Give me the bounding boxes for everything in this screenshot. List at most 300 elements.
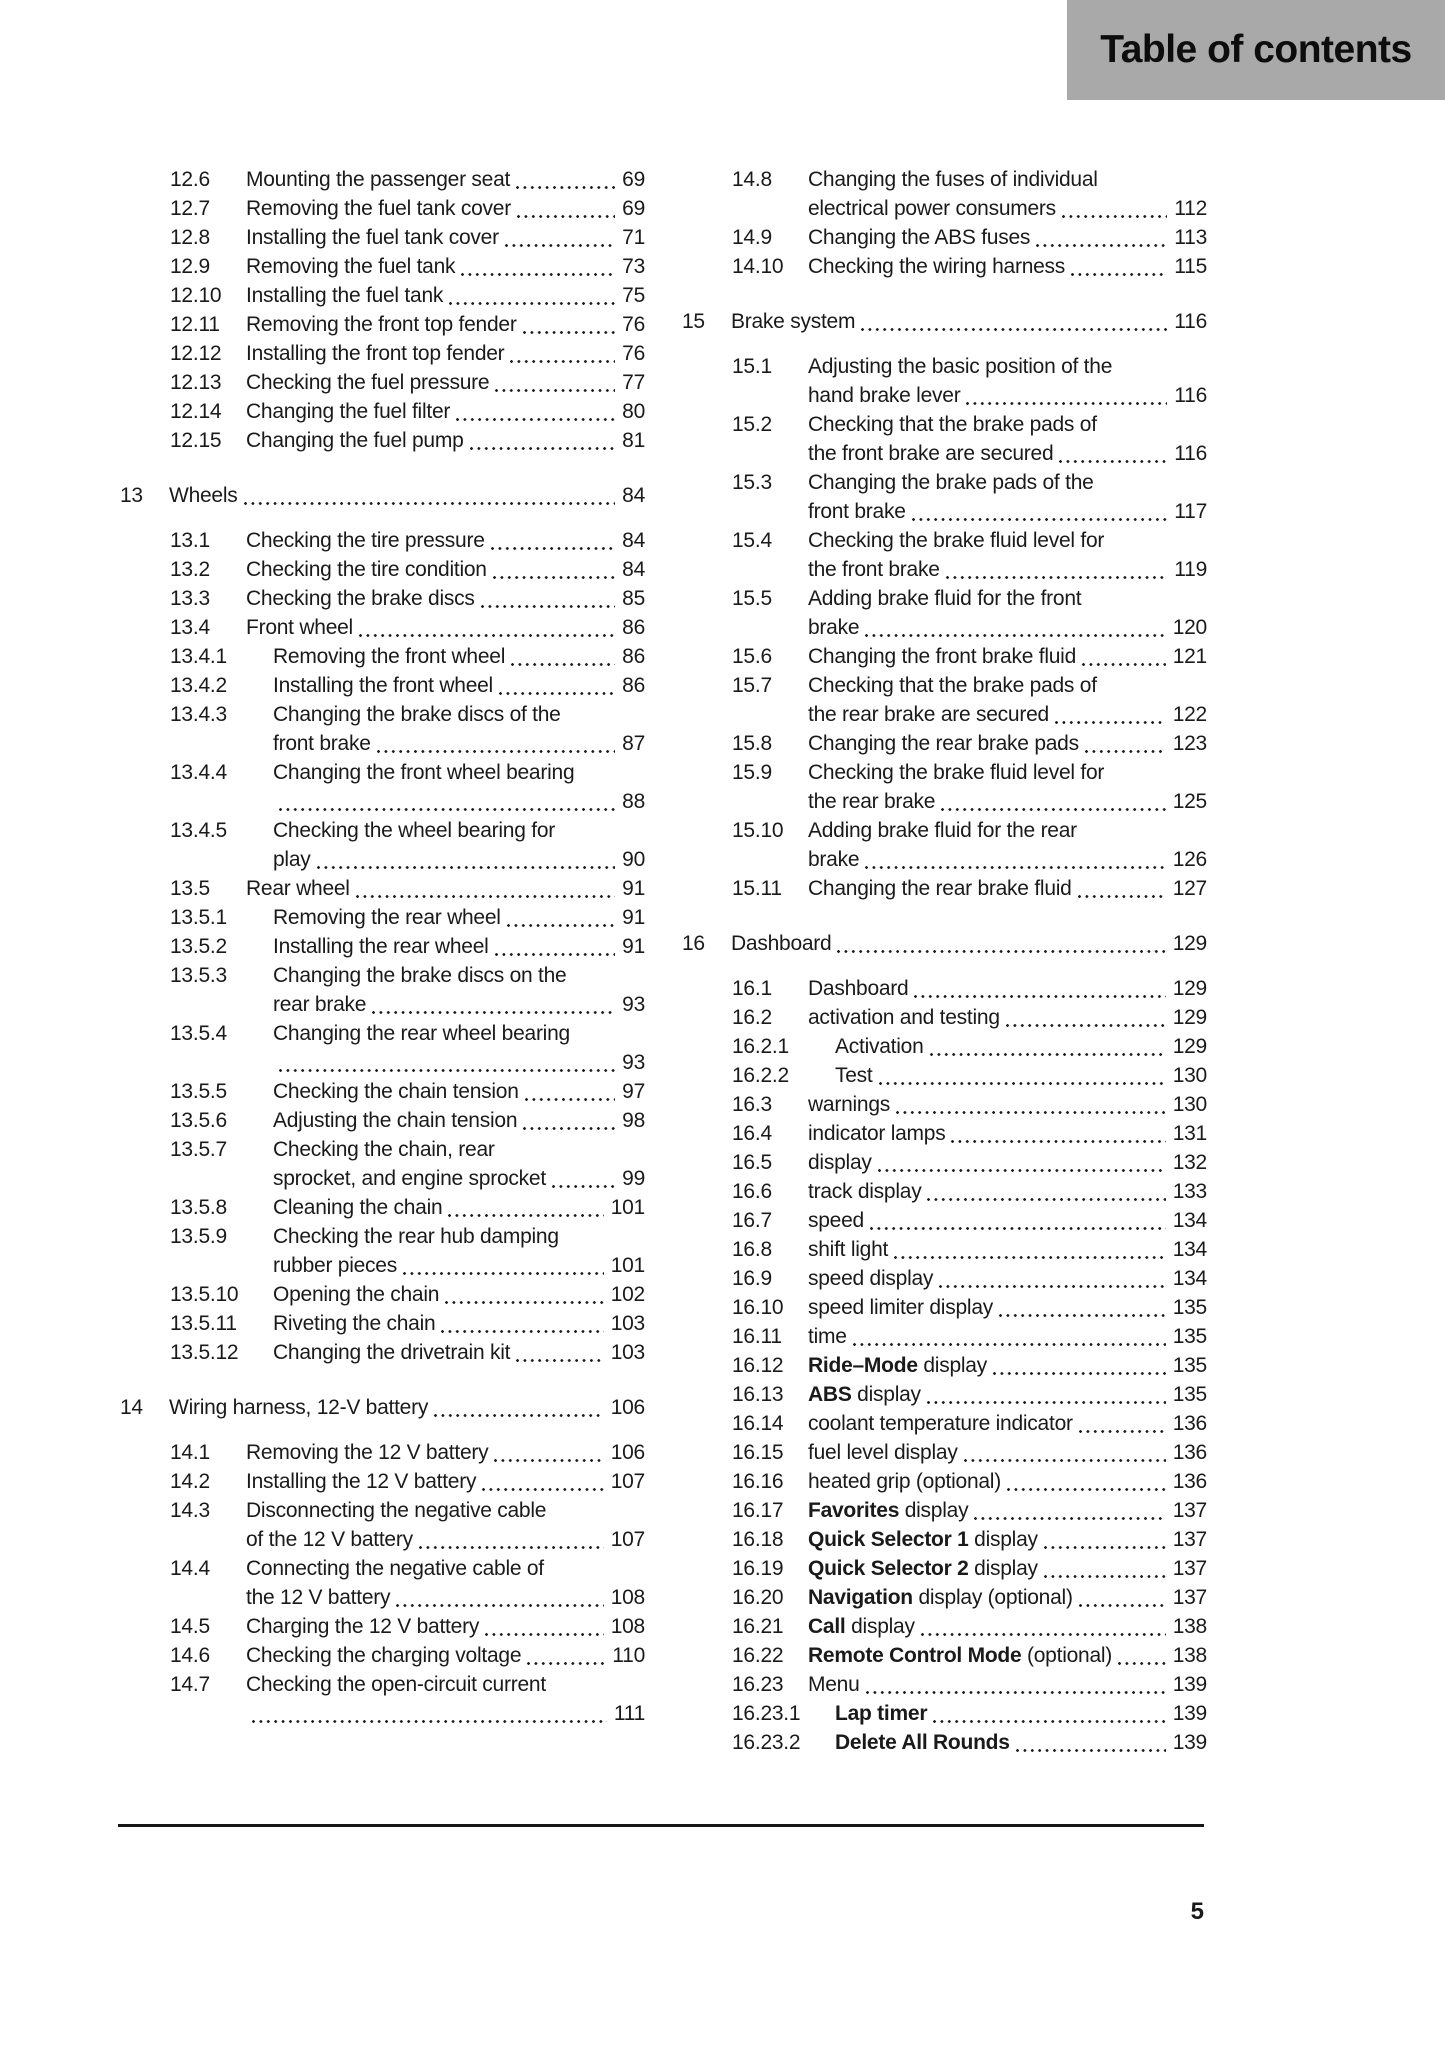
title-segment-bold: Call — [808, 1615, 846, 1638]
page-number: 129 — [1172, 1006, 1207, 1029]
section-title — [808, 1090, 890, 1119]
section-title — [808, 1496, 968, 1525]
dot-leader — [927, 1177, 1165, 1206]
section-number: 16.10 — [732, 1296, 784, 1319]
toc-line — [120, 555, 645, 584]
toc-entry — [120, 1106, 645, 1135]
section-number: 13.5.9 — [170, 1225, 227, 1248]
dot-leader — [1055, 700, 1166, 729]
title-segment: the front brake are secured — [808, 442, 1054, 465]
dot-leader — [951, 1119, 1165, 1148]
title-segment: Removing the front top fender — [246, 313, 517, 336]
toc-line — [682, 381, 1207, 410]
section-title — [246, 397, 450, 426]
page-number: 106 — [610, 1396, 645, 1419]
section-number: 15.11 — [732, 877, 782, 900]
toc-chapter-entry — [120, 1393, 645, 1422]
toc-entry — [120, 1222, 645, 1280]
page-title: Table of contents — [1100, 28, 1412, 71]
section-number — [170, 1164, 273, 1193]
page-number: 115 — [1174, 255, 1207, 278]
toc-line — [120, 1641, 645, 1670]
title-segment: the rear brake are secured — [808, 703, 1049, 726]
toc-line — [120, 1048, 645, 1077]
section-number: 15.3 — [732, 471, 772, 494]
title-segment: display — [899, 1499, 969, 1522]
section-number: 12.9 — [170, 255, 210, 278]
toc-line — [120, 1467, 645, 1496]
toc-line — [682, 758, 1207, 787]
dot-leader — [914, 974, 1165, 1003]
section-title — [246, 555, 487, 584]
dot-leader — [866, 1670, 1166, 1699]
page-number: 121 — [1172, 645, 1207, 668]
section-number: 16.17 — [732, 1499, 784, 1522]
title-segment: Adding brake fluid for the rear — [808, 819, 1077, 842]
toc-entry — [682, 1322, 1207, 1351]
title-segment: hand brake lever — [808, 384, 961, 407]
dot-leader — [456, 397, 615, 426]
toc-entry — [120, 816, 645, 874]
section-title — [835, 1061, 873, 1090]
toc-line — [682, 1003, 1207, 1032]
title-segment: Menu — [808, 1673, 860, 1696]
dot-leader — [470, 426, 616, 455]
title-segment: Changing the brake discs on the — [273, 964, 567, 987]
toc-line — [120, 845, 645, 874]
toc-entry — [682, 1119, 1207, 1148]
toc-line — [120, 339, 645, 368]
page-number: 81 — [622, 429, 645, 452]
title-segment: display (optional) — [912, 1586, 1073, 1609]
section-number: 13.5.3 — [170, 964, 227, 987]
toc-entry — [682, 468, 1207, 526]
title-segment: Activation — [835, 1035, 924, 1058]
toc-entry — [120, 1135, 645, 1193]
toc-entry — [120, 1612, 645, 1641]
section-number — [170, 1583, 246, 1612]
title-segment: display — [968, 1528, 1038, 1551]
toc-line — [682, 874, 1207, 903]
section-number: 13.5.12 — [170, 1341, 239, 1364]
section-number: 12.7 — [170, 197, 210, 220]
toc-line — [120, 584, 645, 613]
toc-entry — [120, 397, 645, 426]
title-segment: Front wheel — [246, 616, 353, 639]
toc-line — [120, 1077, 645, 1106]
section-number: 13.5 — [170, 877, 210, 900]
toc-line — [682, 1177, 1207, 1206]
toc-entry — [120, 526, 645, 555]
section-title — [731, 307, 855, 336]
toc-line — [120, 426, 645, 455]
toc-line — [682, 1148, 1207, 1177]
toc-line — [120, 252, 645, 281]
toc-line — [120, 874, 645, 903]
toc-line — [120, 1309, 645, 1338]
title-segment: Checking the wiring harness — [808, 255, 1066, 278]
section-title — [808, 758, 1104, 787]
dot-leader — [516, 1338, 603, 1367]
section-title — [808, 1003, 1000, 1032]
toc-entry — [682, 1003, 1207, 1032]
section-number: 16.2 — [732, 1006, 772, 1029]
title-segment: brake — [808, 616, 860, 639]
page-number: 137 — [1172, 1499, 1207, 1522]
toc-line — [120, 990, 645, 1019]
section-number — [732, 845, 808, 874]
section-title — [808, 671, 1097, 700]
page-number: 86 — [622, 616, 645, 639]
section-title — [246, 874, 350, 903]
toc-entry — [120, 555, 645, 584]
dot-leader — [372, 990, 615, 1019]
title-segment: Changing the front wheel bearing — [273, 761, 575, 784]
toc-line — [682, 845, 1207, 874]
dot-leader — [974, 1496, 1165, 1525]
section-number: 14.10 — [732, 255, 784, 278]
title-segment: Cleaning the chain — [273, 1196, 443, 1219]
title-segment: speed display — [808, 1267, 934, 1290]
dot-leader — [419, 1525, 604, 1554]
title-segment: Removing the fuel tank cover — [246, 197, 511, 220]
toc-entry — [682, 1380, 1207, 1409]
page-number: 85 — [622, 587, 645, 610]
toc-line — [120, 194, 645, 223]
section-number: 16.9 — [732, 1267, 772, 1290]
toc-line — [682, 1264, 1207, 1293]
page-number: 71 — [622, 226, 645, 249]
toc-line — [120, 729, 645, 758]
section-number: 14.8 — [732, 168, 772, 191]
toc-line — [682, 1554, 1207, 1583]
section-title — [808, 194, 1056, 223]
section-number: 16.18 — [732, 1528, 784, 1551]
section-title — [808, 1206, 864, 1235]
toc-entry — [682, 1409, 1207, 1438]
section-number — [732, 700, 808, 729]
page-number: 84 — [622, 484, 645, 507]
title-segment: Checking the brake fluid level for — [808, 529, 1105, 552]
dot-leader — [1006, 1003, 1166, 1032]
title-segment: indicator lamps — [808, 1122, 946, 1145]
toc-line — [682, 1496, 1207, 1525]
toc-entry — [120, 1309, 645, 1338]
title-segment: Checking the wheel bearing for — [273, 819, 556, 842]
dot-leader — [317, 845, 616, 874]
section-number: 16.19 — [732, 1557, 784, 1580]
title-segment: Changing the fuses of individual — [808, 168, 1098, 191]
section-number: 13 — [120, 484, 143, 507]
section-number — [732, 194, 808, 223]
toc-entry — [120, 932, 645, 961]
dot-leader — [912, 497, 1168, 526]
title-segment: Riveting the chain — [273, 1312, 436, 1335]
title-segment: Changing the ABS fuses — [808, 226, 1031, 249]
toc-entry — [682, 1032, 1207, 1061]
title-segment: Changing the brake discs of the — [273, 703, 561, 726]
title-segment-bold: Favorites — [808, 1499, 900, 1522]
toc-line — [682, 1206, 1207, 1235]
dot-leader — [921, 1612, 1166, 1641]
dot-leader — [244, 481, 616, 510]
title-segment: Changing the drivetrain kit — [273, 1341, 511, 1364]
dot-leader — [1059, 439, 1167, 468]
dot-leader — [482, 1467, 603, 1496]
toc-entry — [682, 758, 1207, 816]
page-number: 137 — [1172, 1586, 1207, 1609]
toc-line — [682, 1032, 1207, 1061]
toc-entry — [682, 1670, 1207, 1699]
toc-entry — [682, 1728, 1207, 1757]
toc-line — [682, 223, 1207, 252]
dot-leader — [279, 787, 615, 816]
section-title — [246, 194, 511, 223]
toc-line — [120, 932, 645, 961]
title-segment: Changing the rear brake pads — [808, 732, 1079, 755]
dot-leader — [894, 1235, 1166, 1264]
title-segment: display — [808, 1151, 872, 1174]
toc-line — [682, 1467, 1207, 1496]
page-number: 131 — [1172, 1122, 1207, 1145]
toc-entry — [120, 1019, 645, 1077]
toc-entry — [120, 903, 645, 932]
toc-line — [682, 165, 1207, 194]
dot-leader — [481, 584, 616, 613]
toc-chapter-entry — [120, 481, 645, 510]
title-segment: Rear wheel — [246, 877, 350, 900]
title-segment: Checking the open-circuit current — [246, 1673, 546, 1696]
section-number: 16.23.2 — [732, 1731, 801, 1754]
section-title — [808, 381, 960, 410]
section-title — [273, 1077, 519, 1106]
toc-entry — [682, 816, 1207, 874]
toc-line — [682, 671, 1207, 700]
dot-leader — [279, 1048, 615, 1077]
toc-line — [682, 1235, 1207, 1264]
dot-leader — [493, 555, 615, 584]
page-number: 135 — [1172, 1383, 1207, 1406]
toc-entry — [120, 310, 645, 339]
section-title — [246, 613, 353, 642]
title-segment: track display — [808, 1180, 922, 1203]
title-segment: Installing the fuel tank cover — [246, 226, 499, 249]
toc-entry — [682, 1235, 1207, 1264]
section-title — [273, 990, 366, 1019]
page-number: 137 — [1172, 1528, 1207, 1551]
toc-entry — [682, 1467, 1207, 1496]
toc-line — [120, 281, 645, 310]
dot-leader — [377, 729, 616, 758]
section-number: 13.4.4 — [170, 761, 227, 784]
section-title — [808, 874, 1072, 903]
title-segment: speed — [808, 1209, 864, 1232]
section-number — [170, 1251, 273, 1280]
page-number: 116 — [1174, 310, 1207, 333]
section-number: 13.3 — [170, 587, 210, 610]
title-segment: front brake — [273, 732, 371, 755]
toc-line — [120, 1135, 645, 1164]
section-title — [808, 1351, 987, 1380]
toc-line — [682, 352, 1207, 381]
section-number: 15.10 — [732, 819, 784, 842]
toc-line — [682, 787, 1207, 816]
dot-leader — [1079, 1583, 1166, 1612]
section-number: 16.11 — [732, 1325, 782, 1348]
section-title — [246, 426, 464, 455]
toc-column-right — [682, 165, 1207, 1757]
page-number: 138 — [1172, 1644, 1207, 1667]
title-segment: warnings — [808, 1093, 891, 1116]
title-segment: Checking the rear hub damping — [273, 1225, 559, 1248]
footer-rule — [118, 1824, 1204, 1827]
toc-entry — [682, 1612, 1207, 1641]
dot-leader — [1062, 194, 1167, 223]
section-title — [273, 1309, 435, 1338]
section-number: 15.1 — [732, 355, 772, 378]
title-segment: Adjusting the basic position of the — [808, 355, 1113, 378]
page-number: 75 — [622, 284, 645, 307]
title-segment-bold: Quick Selector 1 — [808, 1528, 969, 1551]
section-number: 16.21 — [732, 1615, 784, 1638]
section-number: 12.6 — [170, 168, 210, 191]
title-segment: Dashboard — [731, 932, 832, 955]
section-number: 14.2 — [170, 1470, 210, 1493]
toc-line — [120, 700, 645, 729]
section-number — [732, 787, 808, 816]
header-banner — [1067, 0, 1445, 100]
section-number: 16.22 — [732, 1644, 784, 1667]
toc-entry — [120, 700, 645, 758]
section-title — [246, 368, 489, 397]
title-segment: Charging the 12 V battery — [246, 1615, 480, 1638]
dot-leader — [449, 281, 615, 310]
section-number: 15.7 — [732, 674, 772, 697]
title-segment: Removing the front wheel — [273, 645, 506, 668]
toc-line — [682, 1380, 1207, 1409]
toc-line — [120, 758, 645, 787]
section-number: 16.6 — [732, 1180, 772, 1203]
toc-line — [120, 816, 645, 845]
section-number: 13.5.2 — [170, 935, 227, 958]
title-segment: Wheels — [169, 484, 238, 507]
toc-line — [120, 1251, 645, 1280]
toc-entry — [682, 352, 1207, 410]
dot-leader — [445, 1280, 603, 1309]
section-number: 16.2.1 — [732, 1035, 789, 1058]
section-title — [273, 1222, 559, 1251]
toc-entry — [682, 526, 1207, 584]
section-number: 16.3 — [732, 1093, 772, 1116]
section-title — [808, 974, 908, 1003]
page-number: 135 — [1172, 1354, 1207, 1377]
title-segment: Wiring harness, 12-V battery — [169, 1396, 429, 1419]
section-number: 15.6 — [732, 645, 772, 668]
title-segment: Changing the front brake fluid — [808, 645, 1077, 668]
toc-entry — [682, 1148, 1207, 1177]
section-title — [273, 758, 574, 787]
section-title — [246, 1670, 546, 1699]
title-segment: Checking that the brake pads of — [808, 674, 1097, 697]
page-number: 125 — [1172, 790, 1207, 813]
title-segment-bold: ABS — [808, 1383, 852, 1406]
dot-leader — [510, 339, 615, 368]
dot-leader — [930, 1032, 1166, 1061]
dot-leader — [1085, 729, 1166, 758]
dot-leader — [993, 1351, 1166, 1380]
toc-line — [120, 368, 645, 397]
toc-entry — [120, 194, 645, 223]
toc-line — [120, 1670, 645, 1699]
dot-leader — [461, 252, 615, 281]
section-number: 16.16 — [732, 1470, 784, 1493]
section-title — [246, 1554, 544, 1583]
section-title — [273, 1019, 570, 1048]
dot-leader — [252, 1699, 607, 1728]
section-title — [273, 816, 555, 845]
page-number: 120 — [1172, 616, 1207, 639]
toc-line — [120, 961, 645, 990]
page-number: 137 — [1172, 1557, 1207, 1580]
toc-entry — [120, 426, 645, 455]
dot-leader — [527, 1641, 605, 1670]
section-number: 16.23.1 — [732, 1702, 801, 1725]
page-number: 134 — [1172, 1238, 1207, 1261]
page-number: 110 — [612, 1644, 645, 1667]
title-segment: Removing the 12 V battery — [246, 1441, 489, 1464]
section-number: 13.4.1 — [170, 645, 227, 668]
dot-leader — [896, 1090, 1166, 1119]
toc-line — [682, 1641, 1207, 1670]
toc-line — [120, 397, 645, 426]
toc-line — [120, 1496, 645, 1525]
section-title — [808, 1380, 921, 1409]
dot-leader — [1118, 1641, 1166, 1670]
section-title — [808, 410, 1097, 439]
section-title — [808, 1264, 933, 1293]
section-number: 12.14 — [170, 400, 222, 423]
toc-line — [682, 1525, 1207, 1554]
title-segment: Dashboard — [808, 977, 909, 1000]
section-number — [170, 1048, 273, 1077]
section-number — [170, 787, 273, 816]
page-number: 106 — [610, 1441, 645, 1464]
toc-line — [120, 1699, 645, 1728]
section-number: 13.4.2 — [170, 674, 227, 697]
section-title — [246, 281, 443, 310]
toc-line — [682, 252, 1207, 281]
title-segment: display — [851, 1383, 921, 1406]
section-title — [808, 1525, 1038, 1554]
toc-line — [682, 1090, 1207, 1119]
toc-line — [120, 1438, 645, 1467]
toc-entry — [120, 1641, 645, 1670]
title-segment: Checking the chain tension — [273, 1080, 519, 1103]
section-title — [808, 1670, 860, 1699]
page-number: 91 — [622, 906, 645, 929]
toc-entry — [682, 223, 1207, 252]
section-title — [246, 223, 499, 252]
section-title — [273, 932, 489, 961]
title-segment: the rear brake — [808, 790, 936, 813]
toc-entry — [682, 410, 1207, 468]
section-title — [808, 1467, 1001, 1496]
toc-entry — [120, 874, 645, 903]
section-number: 14.7 — [170, 1673, 210, 1696]
section-title — [273, 671, 493, 700]
toc-line — [682, 613, 1207, 642]
toc-entry — [682, 1583, 1207, 1612]
